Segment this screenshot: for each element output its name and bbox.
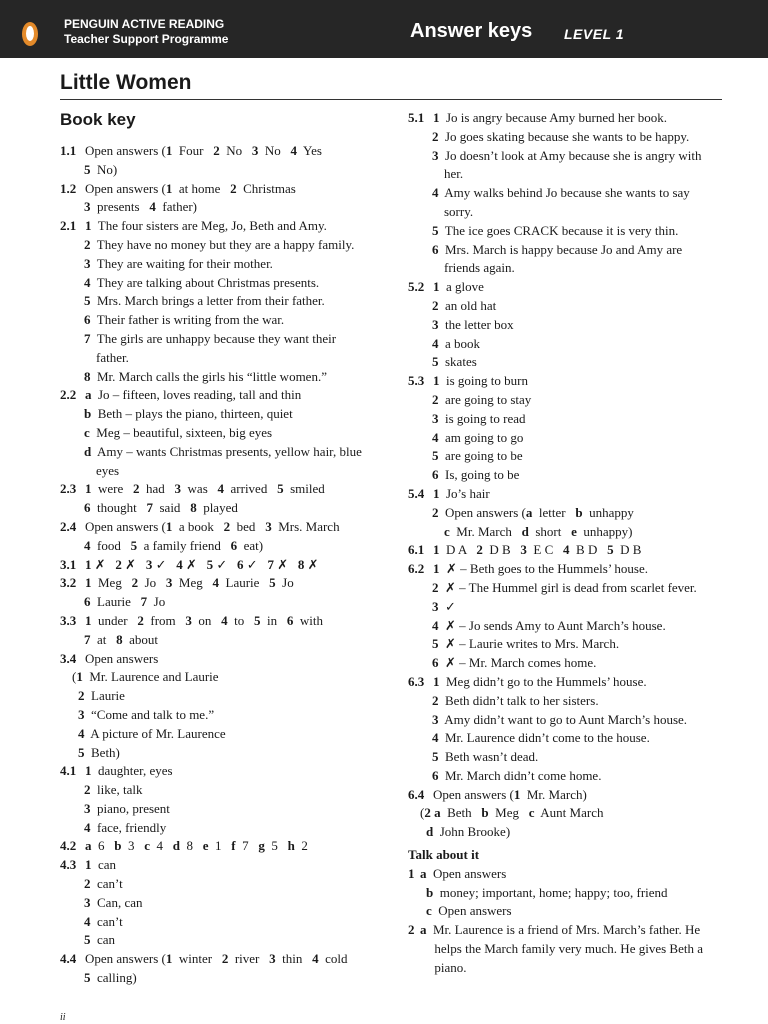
answer-line (60, 180, 380, 199)
answer-text: 3 Can, can (84, 894, 143, 910)
answer-text: 1 ✗ – Beth goes to the Hummels’ house. (433, 561, 649, 577)
answer-text: 1 Meg 2 Jo 3 Meg 4 Laurie 5 Jo (85, 575, 294, 591)
answer-line (408, 786, 728, 805)
answer-text: Open answers (1 Mr. March) (433, 786, 587, 802)
answer-text: 6 Is, going to be (432, 467, 520, 483)
answer-line (408, 241, 728, 260)
answer-line (408, 541, 728, 560)
penguin-logo-icon (22, 22, 38, 46)
answer-line (60, 894, 380, 913)
answer-text: 4 am going to go (432, 429, 524, 445)
answer-line (60, 255, 380, 274)
exercise-number: 6.4 (408, 786, 425, 802)
answer-line (408, 748, 728, 767)
answer-text: sorry. (444, 203, 474, 219)
answer-text: Open answers (1 Four 2 No 3 No 4 Yes (85, 143, 322, 158)
answer-text: 2 like, talk (84, 782, 143, 798)
answer-line (60, 274, 380, 293)
answer-text: c Meg – beautiful, sixteen, big eyes (84, 424, 273, 440)
answer-text: 4 They are talking about Christmas presents. (84, 274, 320, 290)
answer-line (408, 598, 728, 617)
answer-line (408, 804, 728, 823)
exercise-number: 6.2 (408, 561, 425, 577)
answer-text: (2 a Beth b Meg c Aunt March (420, 805, 604, 821)
answer-text: eyes (96, 462, 120, 478)
answer-text: 5 Mrs. March brings a letter from their father. (84, 293, 325, 309)
answer-text: 5 Beth wasn’t dead. (432, 749, 539, 765)
answer-text: 1 can (85, 857, 117, 873)
answer-line (408, 711, 728, 730)
exercise-number: 1 (408, 865, 415, 881)
answer-line (408, 447, 728, 466)
answer-line (60, 725, 380, 744)
answer-line (60, 744, 380, 763)
answer-line (408, 353, 728, 372)
exercise-number: 3.3 (60, 612, 77, 628)
answer-text: 4 Amy walks behind Jo because she wants to say (432, 185, 690, 201)
answer-line (60, 574, 380, 593)
answer-text: 1 Jo is angry because Amy burned her book. (433, 110, 667, 125)
answer-text: Open answers (85, 650, 159, 666)
answer-text: 4 A picture of Mr. Laurence (78, 725, 226, 741)
answer-column-left (60, 142, 380, 988)
exercise-number: 4.4 (60, 951, 77, 967)
answer-line (408, 297, 728, 316)
answer-text: 6 Mrs. March is happy because Jo and Amy are (432, 241, 683, 257)
answer-text: 5 No) (84, 161, 118, 177)
answer-text: d John Brooke) (426, 824, 511, 840)
exercise-number: 1.1 (60, 143, 77, 158)
answer-line (408, 109, 728, 128)
answer-text: 3 is going to read (432, 410, 526, 426)
answer-line (408, 654, 728, 673)
answer-line (408, 485, 728, 504)
answer-line (408, 692, 728, 711)
answer-line (408, 940, 728, 959)
answer-text: 2 Beth didn’t talk to her sisters. (432, 692, 599, 708)
answer-line (60, 950, 380, 969)
answer-line (60, 236, 380, 255)
answer-line (408, 617, 728, 636)
answer-text: father. (96, 349, 129, 365)
exercise-number: 5.3 (408, 373, 425, 389)
answer-line (60, 706, 380, 725)
answer-line (60, 837, 380, 856)
answer-text: 6 Laurie 7 Jo (84, 594, 166, 610)
answer-line (408, 165, 728, 184)
exercise-number: 3.1 (60, 556, 77, 572)
answer-line (60, 781, 380, 800)
answer-line (60, 480, 380, 499)
answer-line (408, 391, 728, 410)
answer-line (60, 349, 380, 368)
answer-line (408, 504, 728, 523)
exercise-number: 5.2 (408, 279, 425, 295)
answer-line (408, 823, 728, 842)
answer-text: 4 face, friendly (84, 819, 167, 835)
answer-text: 5 ✗ – Laurie writes to Mrs. March. (432, 636, 620, 652)
answer-text: 5 The ice goes CRACK because it is very thin. (432, 222, 679, 238)
exercise-number: 4.2 (60, 838, 77, 854)
answer-line (408, 635, 728, 654)
page-number: ii (60, 1012, 66, 1023)
exercise-number: 2 (408, 922, 415, 938)
answer-line (408, 865, 728, 884)
answer-text: 1 ✗ 2 ✗ 3 ✓ 4 ✗ 5 ✓ 6 ✓ 7 ✗ 8 ✗ (85, 556, 319, 572)
answer-line (408, 902, 728, 921)
section-title: Book key (60, 110, 136, 129)
answer-line (60, 612, 380, 631)
answer-line (60, 762, 380, 781)
answer-text: 2 an old hat (432, 297, 497, 313)
answer-text: 6 Mr. March didn’t come home. (432, 767, 602, 783)
answer-text: 3 the letter box (432, 316, 514, 332)
answer-line (408, 884, 728, 903)
answer-text: 5 are going to be (432, 448, 523, 464)
answer-text: 7 The girls are unhappy because they want their (84, 330, 337, 346)
answer-text: 5 calling) (84, 970, 137, 986)
exercise-number: 6.1 (408, 542, 425, 558)
header-bar (0, 0, 768, 58)
exercise-number: 5.1 (408, 110, 425, 125)
answer-text: 2 are going to stay (432, 391, 532, 407)
answer-text: (1 Mr. Laurence and Laurie (72, 669, 219, 685)
answer-line (60, 913, 380, 932)
answer-text: 1 The four sisters are Meg, Jo, Beth and Amy. (85, 218, 327, 234)
answer-text: 6 ✗ – Mr. March comes home. (432, 655, 597, 671)
exercise-number: 6.3 (408, 673, 425, 689)
answer-line (408, 128, 728, 147)
answer-text: 4 Mr. Laurence didn’t come to the house. (432, 730, 650, 746)
answer-line (60, 875, 380, 894)
answer-line (60, 217, 380, 236)
answer-line (60, 969, 380, 988)
answer-line (60, 443, 380, 462)
answer-text: a Open answers (420, 865, 507, 881)
answer-line (408, 560, 728, 579)
answer-line (408, 335, 728, 354)
answer-text: 1 Meg didn’t go to the Hummels’ house. (433, 673, 647, 689)
exercise-number: 5.4 (408, 485, 425, 501)
answer-text: 5 Beth) (78, 744, 120, 760)
exercise-number: 3.2 (60, 575, 77, 591)
answer-line (60, 650, 380, 669)
answer-text: b Beth – plays the piano, thirteen, quiet (84, 406, 293, 422)
answer-line (60, 386, 380, 405)
exercise-number: 2.3 (60, 481, 77, 497)
answer-text: c Mr. March d short e unhappy) (444, 523, 633, 539)
answer-line (60, 537, 380, 556)
answer-text: a Jo – fifteen, loves reading, tall and thin (85, 387, 302, 403)
answer-text: 5 skates (432, 354, 477, 370)
answer-line (60, 499, 380, 518)
answer-line (60, 668, 380, 687)
title-divider (60, 99, 722, 100)
answer-line (60, 462, 380, 481)
answer-line (408, 429, 728, 448)
answer-line (408, 729, 728, 748)
answer-line (60, 292, 380, 311)
answer-text: 4 food 5 a family friend 6 eat) (84, 537, 264, 553)
answer-line (408, 673, 728, 692)
answer-text: 3 Amy didn’t want to go to Aunt March’s house. (432, 711, 688, 727)
answer-text: 2 Jo goes skating because she wants to be happy. (432, 128, 690, 144)
answer-text: 3 presents 4 father) (84, 199, 197, 215)
answer-text: Open answers (1 at home 2 Christmas (85, 180, 296, 196)
exercise-number: 2.4 (60, 518, 77, 534)
brand-line-2: Teacher Support Programme (64, 32, 229, 46)
answer-text: 2 They have no money but they are a happy family. (84, 236, 355, 252)
answer-text: her. (444, 166, 464, 182)
answer-line (60, 593, 380, 612)
answer-line (408, 203, 728, 222)
answer-line (60, 687, 380, 706)
answer-text: 1 is going to burn (433, 373, 528, 389)
answer-line (408, 184, 728, 203)
answer-line (60, 330, 380, 349)
answer-line (408, 259, 728, 278)
exercise-number: 1.2 (60, 180, 77, 196)
answer-line (408, 959, 728, 978)
exercise-number: 2.1 (60, 218, 77, 234)
answer-text: 4 a book (432, 335, 481, 351)
answer-line (408, 147, 728, 166)
answer-line (408, 523, 728, 542)
answer-text: 4 can’t (84, 913, 123, 929)
answer-line (408, 372, 728, 391)
answer-text: 1 daughter, eyes (85, 763, 173, 779)
exercise-number: 4.3 (60, 857, 77, 873)
answer-text: 1 D A 2 D B 3 E C 4 B D 5 D B (433, 542, 642, 558)
answer-text: b money; important, home; happy; too, friend (426, 884, 668, 900)
answer-line (60, 142, 380, 161)
answer-text: Open answers (1 a book 2 bed 3 Mrs. March (85, 518, 340, 534)
answer-line (408, 579, 728, 598)
answer-text: 5 can (84, 932, 116, 948)
exercise-number: 4.1 (60, 763, 77, 779)
answer-text: 8 Mr. March calls the girls his “little women.” (84, 368, 327, 384)
answer-line (408, 278, 728, 297)
answer-line (60, 800, 380, 819)
answer-line (60, 161, 380, 180)
answer-line (60, 311, 380, 330)
answer-column-right (408, 109, 728, 978)
header-title: Answer keys (410, 20, 533, 42)
subheading: Talk about it (408, 847, 480, 863)
answer-text: 3 ✓ (432, 598, 456, 614)
answer-line (60, 631, 380, 650)
answer-text: 6 Their father is writing from the war. (84, 312, 285, 328)
answer-line (60, 518, 380, 537)
answer-text: c Open answers (426, 903, 512, 919)
answer-text: 1 under 2 from 3 on 4 to 5 in 6 with (85, 612, 324, 628)
answer-line (60, 368, 380, 387)
answer-text: 2 Open answers (a letter b unhappy (432, 504, 634, 520)
answer-text: 3 They are waiting for their mother. (84, 255, 273, 271)
answer-line (60, 856, 380, 875)
answer-text: a Mr. Laurence is a friend of Mrs. March’s father. He (420, 922, 701, 938)
answer-line (408, 921, 728, 940)
header-level: LEVEL 1 (564, 26, 625, 42)
answer-line (60, 424, 380, 443)
answer-text: helps the March family very much. He gives Beth a (434, 941, 703, 957)
answer-text: 2 can’t (84, 876, 123, 892)
answer-text: 3 Jo doesn’t look at Amy because she is angry with (432, 147, 702, 163)
exercise-number: 3.4 (60, 650, 77, 666)
brand-line-1: PENGUIN ACTIVE READING (64, 17, 225, 31)
answer-line (60, 198, 380, 217)
answer-line (408, 466, 728, 485)
answer-line (60, 556, 380, 575)
answer-text: d Amy – wants Christmas presents, yellow hair, blue (84, 443, 362, 459)
answer-line (60, 819, 380, 838)
answer-text: 1 a glove (433, 279, 484, 295)
answer-line (408, 222, 728, 241)
answer-text: piano. (434, 959, 467, 975)
answer-text: a 6 b 3 c 4 d 8 e 1 f 7 g 5 h 2 (85, 838, 308, 854)
answer-text: Open answers (1 winter 2 river 3 thin 4 cold (85, 951, 348, 967)
answer-text: 6 thought 7 said 8 played (84, 500, 238, 516)
answer-line (408, 767, 728, 786)
answer-text: 3 piano, present (84, 800, 170, 816)
exercise-number: 2.2 (60, 387, 77, 403)
answer-text: 7 at 8 about (84, 631, 159, 647)
answer-line (408, 316, 728, 335)
answer-text: friends again. (444, 260, 515, 276)
answer-line (408, 410, 728, 429)
book-title: Little Women (60, 71, 192, 94)
answer-text: 4 ✗ – Jo sends Amy to Aunt March’s house. (432, 617, 666, 633)
answer-text: 2 Laurie (78, 688, 125, 704)
answer-line (60, 931, 380, 950)
answer-text: 3 “Come and talk to me.” (78, 706, 215, 722)
answer-text: 1 Jo’s hair (433, 485, 490, 501)
answer-line (60, 405, 380, 424)
answer-text: 1 were 2 had 3 was 4 arrived 5 smiled (85, 481, 325, 497)
answer-text: 2 ✗ – The Hummel girl is dead from scarlet fever. (432, 579, 697, 595)
